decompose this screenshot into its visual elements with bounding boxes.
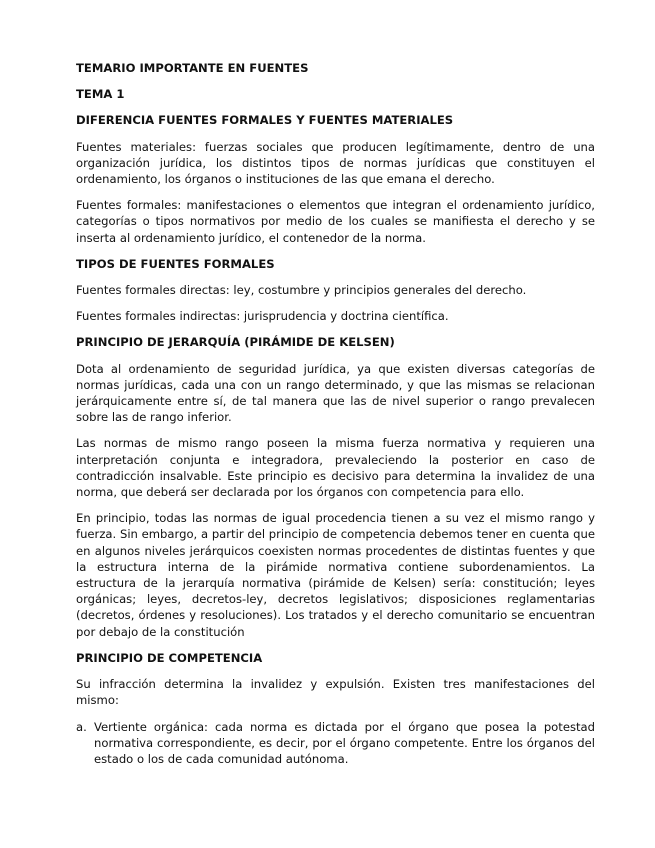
section-heading-jerarquia: PRINCIPIO DE JERARQUÍA (PIRÁMIDE DE KELSEN) <box>76 335 395 350</box>
section-heading-tipos: TIPOS DE FUENTES FORMALES <box>76 256 275 271</box>
document-page <box>76 60 595 777</box>
document-title: TEMARIO IMPORTANTE EN FUENTES <box>76 61 309 75</box>
paragraph-fuentes-formales: Fuentes formales: manifestaciones o elementos que integran el ordenamiento jurídico, categorías o tipos normativos por medio de los cuales se manifiesta el derecho y se inserta al ordenamiento jurídico, el contenedor de la norma. <box>76 198 595 245</box>
paragraph-competencia-intro: Su infracción determina la invalidez y expulsión. Existen tres manifestaciones del mismo: <box>76 677 595 708</box>
paragraph-jerarquia-1: Dota al ordenamiento de seguridad jurídica, ya que existen diversas categorías de normas jurídicas, cada una con un rango determinado, y que las mismas se relacionan jerárquicamente entre sí, de tal manera que las de nivel superior o rango prevalecen sobre las de rango inferior. <box>76 361 595 425</box>
list-marker: a. <box>76 719 87 734</box>
section-heading-diferencia: DIFERENCIA FUENTES FORMALES Y FUENTES MATERIALES <box>76 113 454 128</box>
paragraph-fuentes-directas: Fuentes formales directas: ley, costumbre y principios generales del derecho. <box>76 283 527 298</box>
list-item-text: Vertiente orgánica: cada norma es dictada por el órgano que posea la potestad normativa correspondiente, es decir, por el órgano competente. Entre los órganos del estado o los de cada comunidad autónoma. <box>94 719 595 766</box>
competencia-list <box>76 719 595 768</box>
paragraph-jerarquia-2: Las normas de mismo rango poseen la misma fuerza normativa y requieren una interpretación conjunta e integradora, prevaleciendo la posterior en caso de contradicción insalvable. Este principio es decisivo para determina la invalidez de una norma, que deberá ser declarada por los órganos con competencia para ello. <box>76 436 595 500</box>
paragraph-fuentes-materiales: Fuentes materiales: fuerzas sociales que producen legítimamente, dentro de una organización jurídica, los distintos tipos de normas jurídicas que constituyen el ordenamiento, los órganos o instituciones de las que emana el derecho. <box>76 139 595 187</box>
section-heading-competencia: PRINCIPIO DE COMPETENCIA <box>76 650 263 665</box>
paragraph-jerarquia-3: En principio, todas las normas de igual procedencia tienen a su vez el mismo rango y fuerza. Sin embargo, a partir del principio de competencia debemos tener en cuenta que en algunos niveles jerárquicos coexisten normas procedentes de distintas fuentes y que la estructura interna de la pirámide normativa contiene subordenamientos. La estructura de la jerarquía normativa (pirámide de Kelsen) sería: constitución; leyes orgánicas; leyes, decretos-ley, decretos legislativos; disposiciones reglamentarias (decretos, órdenes y resoluciones). Los tratados y el derecho comunitario se encuentran por debajo de la constitución <box>76 511 595 639</box>
tema-label: TEMA 1 <box>76 87 125 102</box>
list-item <box>76 719 595 768</box>
paragraph-fuentes-indirectas: Fuentes formales indirectas: jurisprudencia y doctrina científica. <box>76 309 449 324</box>
